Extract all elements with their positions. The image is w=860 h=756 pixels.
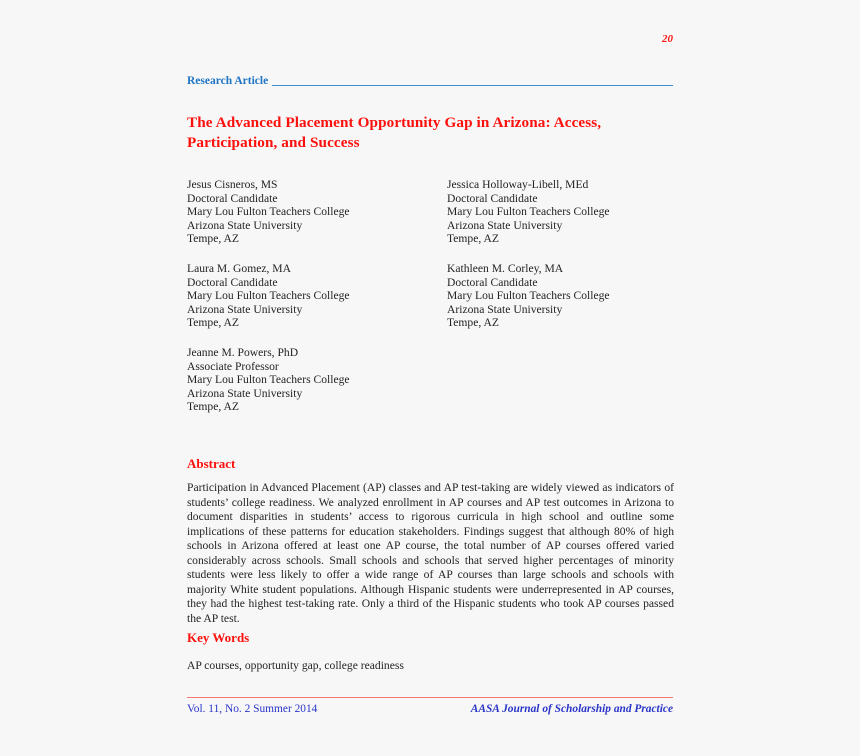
author-location: Tempe, AZ — [447, 316, 499, 330]
author-college: Mary Lou Fulton Teachers College — [187, 289, 350, 303]
author-location: Tempe, AZ — [187, 400, 239, 414]
author-college: Mary Lou Fulton Teachers College — [447, 205, 610, 219]
author-role: Doctoral Candidate — [447, 275, 538, 289]
footer-row — [187, 703, 673, 715]
author-location: Tempe, AZ — [187, 232, 239, 246]
author-block — [447, 262, 673, 330]
abstract-heading: Abstract — [187, 456, 236, 471]
author-role: Doctoral Candidate — [447, 191, 538, 205]
author-college: Mary Lou Fulton Teachers College — [187, 373, 350, 387]
author-list — [187, 178, 673, 430]
author-row — [187, 346, 673, 416]
abstract-body: Participation in Advanced Placement (AP) classes and AP test-taking are widely viewed as indicators of students’ college readiness. We analyzed enrollment in AP courses and AP test outcomes in Arizona to document disparities in students’ access to rigorous curricula in high school and outline some implications of these patterns for education stakeholders. Findings suggest that although 80% of high schools in Arizona offered at least one AP course, the total number of AP courses offered varied considerably across schools. Small schools and schools that served higher percentages of minority students were less likely to offer a wide range of AP courses than large schools and schools with majority White student populations. Although Hispanic students were underrepresented in AP courses, they had the highest test-taking rate. Only a third of the Hispanic students who took AP courses passed the AP test. — [187, 481, 674, 625]
author-name: Jeanne M. Powers, PhD — [187, 346, 299, 359]
author-location: Tempe, AZ — [187, 316, 239, 330]
page-number: 20 — [662, 33, 673, 45]
author-block — [187, 178, 437, 246]
page-title: The Advanced Placement Opportunity Gap in Arizona: Access, Participation, and Success — [187, 114, 602, 151]
author-role: Doctoral Candidate — [187, 191, 278, 205]
author-location: Tempe, AZ — [447, 232, 499, 246]
author-row — [187, 178, 673, 248]
author-name: Jessica Holloway-Libell, MEd — [447, 178, 589, 191]
author-name: Laura M. Gomez, MA — [187, 262, 291, 275]
keywords-body: AP courses, opportunity gap, college readiness — [187, 659, 404, 672]
author-college: Mary Lou Fulton Teachers College — [187, 205, 350, 219]
running-head-label: Research Article — [187, 75, 269, 87]
running-head-rule — [272, 85, 673, 86]
author-role: Doctoral Candidate — [187, 275, 278, 289]
author-name: Kathleen M. Corley, MA — [447, 262, 564, 275]
footer-journal-name: AASA Journal of Scholarship and Practice — [470, 703, 673, 715]
author-block — [187, 262, 437, 330]
author-university: Arizona State University — [447, 218, 563, 232]
keywords-heading: Key Words — [187, 630, 250, 645]
author-row — [187, 262, 673, 332]
author-university: Arizona State University — [187, 218, 303, 232]
author-college: Mary Lou Fulton Teachers College — [447, 289, 610, 303]
author-university: Arizona State University — [187, 302, 303, 316]
author-block — [447, 178, 673, 246]
author-role: Associate Professor — [187, 359, 279, 373]
author-university: Arizona State University — [447, 302, 563, 316]
page-content-area — [187, 0, 673, 756]
author-name: Jesus Cisneros, MS — [187, 178, 278, 191]
footer-volume: Vol. 11, No. 2 Summer 2014 — [187, 703, 318, 715]
page-footer — [187, 697, 673, 715]
author-university: Arizona State University — [187, 386, 303, 400]
running-head — [187, 75, 673, 88]
author-block — [187, 346, 437, 414]
footer-rule — [187, 697, 673, 698]
